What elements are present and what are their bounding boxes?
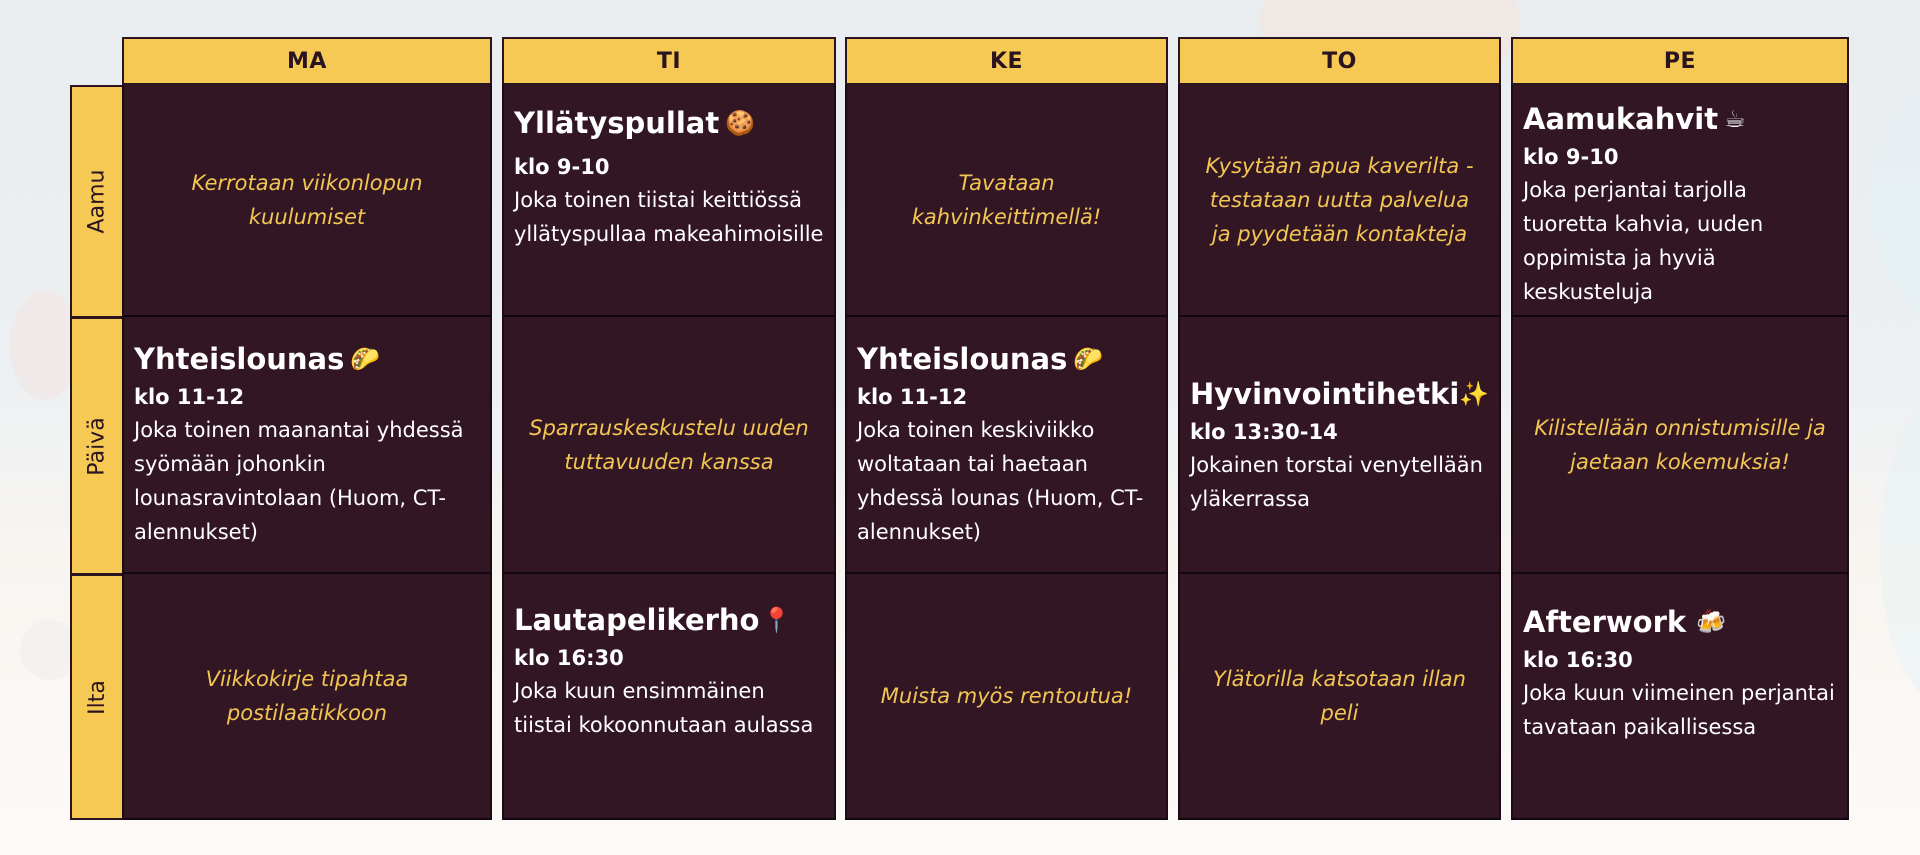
event-description: Joka kuun ensimmäinen tiistai kokoonnutaan aulassa <box>514 679 814 737</box>
schedule-cell-note <box>122 574 492 820</box>
note-text: Tavataan kahvinkeittimellä! <box>911 171 1102 229</box>
day-column-to <box>1178 37 1501 820</box>
note-text: Kysytään apua kaverilta - testataan uutta palvelua ja pyydetään kontakteja <box>1205 154 1474 246</box>
event-time: klo 9-10 <box>514 155 610 179</box>
coffee-icon: ☕ <box>1724 105 1746 133</box>
day-column-pe <box>1511 37 1849 820</box>
event-title-text: Afterwork <box>1523 605 1687 639</box>
event-title-text: Lautapelikerho <box>514 603 760 637</box>
event-time: klo 16:30 <box>1523 648 1633 672</box>
event-title-text: Yllätyspullat <box>514 106 720 140</box>
event-title <box>134 339 480 379</box>
schedule-cell-note <box>122 85 492 317</box>
schedule-cell-note <box>1511 317 1849 574</box>
event-time: klo 13:30-14 <box>1190 419 1338 444</box>
event-title-text: Hyvinvointihetki <box>1190 376 1460 411</box>
day-header: TI <box>502 37 836 85</box>
event-description: Joka toinen keskiviikko woltataan tai haetaan yhdessä lounas (Huom, CT-alennukset) <box>857 418 1144 544</box>
row-label-text: Aamu <box>84 169 110 234</box>
note-text: Muista myös rentoutua! <box>880 684 1133 708</box>
day-header: PE <box>1511 37 1849 85</box>
day-column-ke <box>845 37 1168 820</box>
event-title-text: Yhteislounas <box>134 342 345 376</box>
event-description: Jokainen torstai venytellään yläkerrassa <box>1190 452 1483 511</box>
schedule-cell-note <box>845 574 1168 820</box>
schedule-cell-event <box>122 317 492 574</box>
row-label-text: Päivä <box>84 416 110 476</box>
day-column-ti <box>502 37 836 820</box>
note-text: Kilistellään onnistumisille ja jaetaan kokemuksia! <box>1534 415 1826 474</box>
event-title <box>1523 602 1837 642</box>
event-time: klo 16:30 <box>514 646 624 670</box>
beer-mugs-icon: 🍻 <box>1696 608 1727 636</box>
sparkles-icon: ✨ <box>1459 379 1490 408</box>
day-header: KE <box>845 37 1168 85</box>
event-description: Joka perjantai tarjolla tuoretta kahvia, uuden oppimista ja hyviä keskusteluja <box>1523 178 1764 304</box>
event-title <box>1190 374 1489 414</box>
taco-icon: 🌮 <box>350 345 381 373</box>
schedule-cell-note <box>502 317 836 574</box>
background-decoration <box>1880 400 1920 700</box>
event-description: Joka toinen tiistai keittiössä yllätyspullaa makeahimoisille <box>514 188 824 246</box>
note-text: Kerrotaan viikonlopun kuulumiset <box>191 171 423 229</box>
note-text: Sparrauskeskustelu uuden tuttavuuden kanssa <box>529 415 809 474</box>
day-header: TO <box>1178 37 1501 85</box>
schedule-cell-event <box>502 574 836 820</box>
event-title <box>514 103 824 143</box>
day-column-ma <box>122 37 492 820</box>
event-title <box>514 600 824 640</box>
taco-icon: 🌮 <box>1073 345 1104 373</box>
event-title-text: Yhteislounas <box>857 342 1068 376</box>
note-text: Ylätorilla katsotaan illan peli <box>1213 667 1466 725</box>
row-label-aamu <box>70 85 122 318</box>
row-label-text: Ilta <box>84 679 110 715</box>
event-title <box>857 339 1156 379</box>
background-decoration <box>1870 70 1920 330</box>
schedule-cell-note <box>845 85 1168 317</box>
row-label-paiva <box>70 317 122 575</box>
event-description: Joka kuun viimeinen perjantai tavataan paikallisessa <box>1523 681 1835 739</box>
event-description: Joka toinen maanantai yhdessä syömään johonkin lounasravintolaan (Huom, CT-alennukset) <box>134 418 464 544</box>
cookie-icon: 🍪 <box>725 109 756 137</box>
event-time: klo 11-12 <box>134 385 245 409</box>
schedule-cell-event <box>845 317 1168 574</box>
row-labels <box>70 85 122 820</box>
event-time: klo 9-10 <box>1523 145 1619 169</box>
schedule-cell-event <box>502 85 836 317</box>
note-text: Viikkokirje tipahtaa postilaatikkoon <box>205 667 409 725</box>
event-title-text: Aamukahvit <box>1523 102 1719 136</box>
schedule-cell-event <box>1511 574 1849 820</box>
schedule-cell-event <box>1511 85 1849 317</box>
row-label-ilta <box>70 574 122 820</box>
schedule-cell-event <box>1178 317 1501 574</box>
schedule-cell-note <box>1178 85 1501 317</box>
schedule-cell-note <box>1178 574 1501 820</box>
pushpin-icon: 📍 <box>761 606 792 634</box>
event-time: klo 11-12 <box>857 385 968 409</box>
day-header: MA <box>122 37 492 85</box>
event-title <box>1523 99 1837 139</box>
